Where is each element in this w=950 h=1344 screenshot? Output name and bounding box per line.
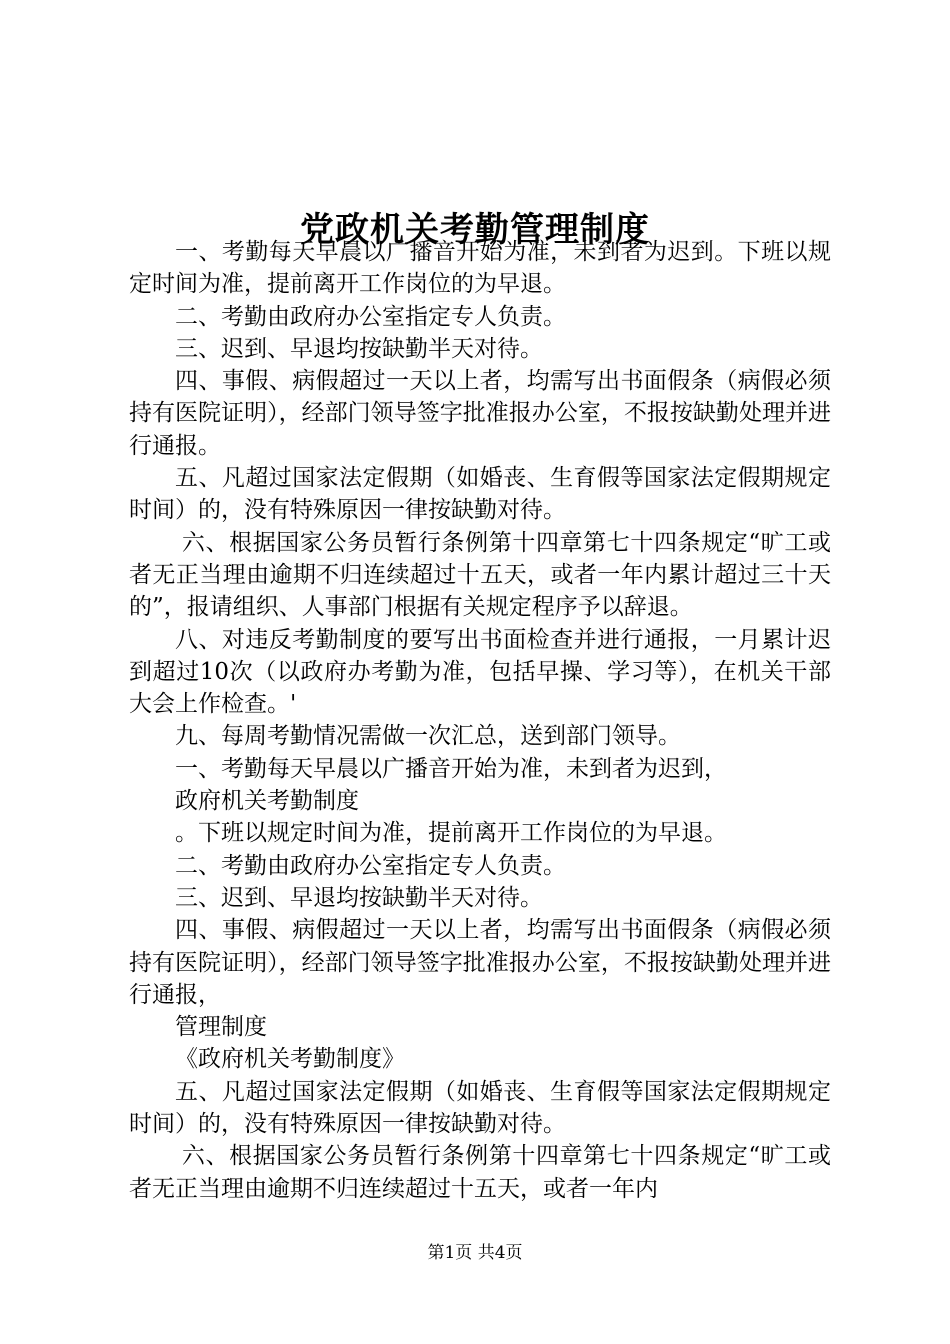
repeat-paragraph-3: 三、迟到、早退均按缺勤半天对待。 — [175, 884, 543, 911]
page-number-footer: 第1页 共4页 — [427, 1243, 523, 1263]
paragraph-8: 八、对违反考勤制度的要写出书面检查并进行通报，一月累计迟到超过10次（以政府办考勤为准，包括早操、学习等），在机关干部大会上作检查。' — [129, 626, 831, 718]
inserted-heading-2: 管理制度 — [175, 1014, 267, 1041]
document-body — [129, 236, 831, 1205]
repeat-paragraph-5: 五、凡超过国家法定假期（如婚丧、生育假等国家法定假期规定时间）的，没有特殊原因一律按缺勤对待。 — [129, 1078, 831, 1138]
paragraph-2: 二、考勤由政府办公室指定专人负责。 — [175, 303, 566, 330]
paragraph-9: 九、每周考勤情况需做一次汇总，送到部门领导。 — [175, 723, 681, 750]
repeat-paragraph-2: 二、考勤由政府办公室指定专人负责。 — [175, 852, 566, 879]
paragraph-4: 四、事假、病假超过一天以上者，均需写出书面假条（病假必须持有医院证明），经部门领导签字批准报办公室，不报按缺勤处理并进行通报。 — [129, 368, 831, 459]
paragraph-6: 六、根据国家公务员暂行条例第十四章第七十四条规定“旷工或者无正当理由逾期不归连续超过十五天，或者一年内累计超过三十天的”，报请组织、人事部门根据有关规定程序予以辞退。 — [129, 529, 831, 621]
inserted-heading-3: 《政府机关考勤制度》 — [175, 1046, 405, 1073]
repeat-paragraph-1: 一、考勤每天早晨以广播音开始为准，未到者为迟到， — [175, 755, 727, 782]
paragraph-1: 一、考勤每天早晨以广播音开始为准，未到者为迟到。下班以规定时间为准，提前离开工作岗位的为早退。 — [129, 239, 831, 298]
inserted-heading-1: 政府机关考勤制度 — [175, 788, 359, 815]
repeat-paragraph-6: 六、根据国家公务员暂行条例第十四章第七十四条规定“旷工或者无正当理由逾期不归连续超过十五天，或者一年内 — [129, 1143, 831, 1202]
document-title: 党政机关考勤管理制度 — [300, 209, 650, 250]
repeat-paragraph-1-continued: 。下班以规定时间为准，提前离开工作岗位的为早退。 — [175, 820, 727, 847]
repeat-paragraph-4: 四、事假、病假超过一天以上者，均需写出书面假条（病假必须持有医院证明），经部门领导签字批准报办公室，不报按缺勤处理并进行通报， — [129, 917, 831, 1008]
paragraph-3: 三、迟到、早退均按缺勤半天对待。 — [175, 335, 543, 362]
paragraph-5: 五、凡超过国家法定假期（如婚丧、生育假等国家法定假期规定时间）的，没有特殊原因一律按缺勤对待。 — [129, 465, 831, 524]
